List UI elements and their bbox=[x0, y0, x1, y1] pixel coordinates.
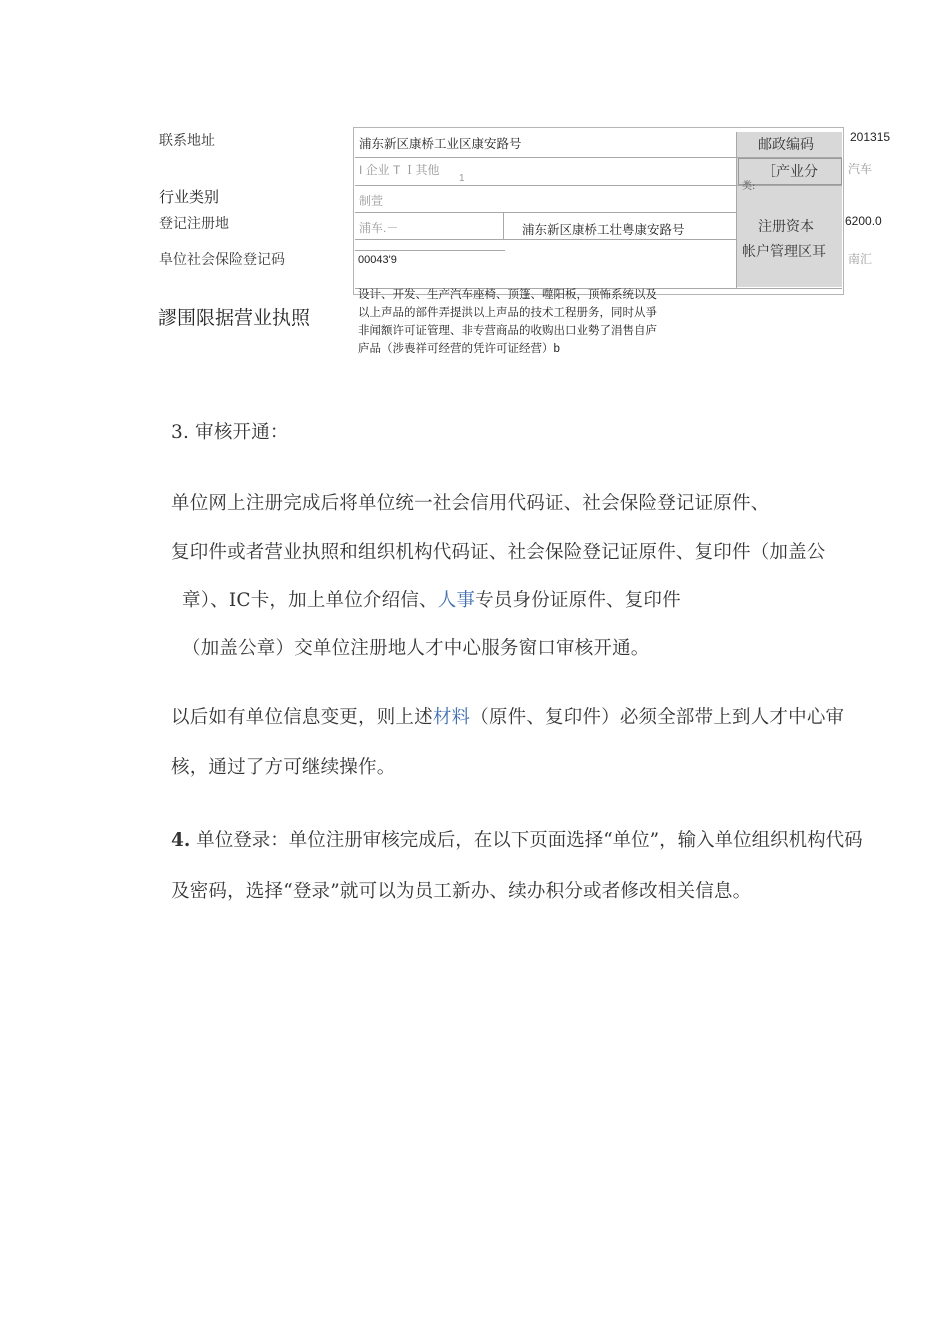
label-contact-address: 联系地址 bbox=[159, 133, 215, 149]
registered-capital-value: 6200.0 bbox=[845, 214, 882, 228]
renshi-link[interactable]: 人事 bbox=[437, 590, 476, 611]
paragraph-line: 核，通过了方可继续操作。 bbox=[171, 757, 396, 778]
social-insurance-code-value: 00043'9 bbox=[358, 254, 397, 266]
registered-capital-label: 注册资本 bbox=[758, 219, 814, 235]
form-label-column bbox=[736, 132, 842, 287]
label-business-scope: 謬围限据营业执照 bbox=[158, 307, 311, 329]
business-scope-value bbox=[358, 286, 657, 358]
account-management-label: 帐户管理区耳 bbox=[742, 244, 826, 260]
paragraph-line: 单位网上注册完成后将单位统一社会信用代码证、社会保险登记证原件、 bbox=[171, 493, 770, 514]
industry-label-cut bbox=[742, 177, 755, 186]
paragraph-line: 以后如有单位信息变更，则上述材料（原件、复印件）必须全部带上到人才中心审 bbox=[171, 707, 845, 728]
industry-value: 汽车 bbox=[848, 162, 873, 176]
label-registration-place: 登记注册地 bbox=[159, 216, 229, 232]
business-scope-line: 庐品（涉喪祥可经营的凭许可证经营）b bbox=[358, 343, 560, 355]
paragraph-line: 章）、IC卡，加上单位介绍信、人事专员身份证原件、复印件 bbox=[182, 590, 681, 611]
registration-address-value: 浦东新区康桥工壮粤康安路号 bbox=[522, 223, 685, 237]
manufacture-value: 制萱 bbox=[359, 194, 384, 208]
registration-place-value: 浦车.－ bbox=[359, 221, 399, 235]
label-industry-category: 行业类别 bbox=[159, 189, 220, 206]
label-social-insurance-code: 阜位社会保险登记码 bbox=[159, 252, 285, 268]
enterprise-type-sub: 1 bbox=[459, 173, 465, 184]
enterprise-type-value: I 企业 T Ｉ其他 bbox=[359, 163, 440, 177]
business-scope-line: 设计、开发、生产汽车座椅、顶篷、噬阳板，顶怖系统以及 bbox=[358, 289, 657, 301]
business-scope-line: 以上声品的部件弄提洪以上声品的技术工程册务，同时从爭 bbox=[358, 307, 657, 319]
paragraph-line: 及密码，选择“登录”就可以为员工新办、续办积分或者修改相关信息。 bbox=[171, 881, 752, 902]
section-3-heading: 3. 审核开通： bbox=[171, 422, 289, 443]
account-management-value: 南汇 bbox=[848, 252, 873, 266]
paragraph-line: 4. 单位登录：单位注册审核完成后，在以下页面选择“单位”，输入单位组织机构代码 bbox=[171, 830, 863, 851]
cailiao-link[interactable]: 材料 bbox=[432, 707, 471, 728]
postal-code-value: 201315 bbox=[850, 130, 891, 144]
paragraph-line: （加盖公章）交单位注册地人才中心服务窗口审核开通。 bbox=[182, 638, 650, 659]
paragraph-line: 复印件或者营业执照和组织机构代码证、社会保险登记证原件、复印件（加盖公 bbox=[171, 542, 826, 563]
address-value: 浦东新区康桥工业区康安路号 bbox=[359, 137, 522, 151]
postal-code-label: 邮政编码 bbox=[758, 137, 814, 153]
industry-label: ［产业分 bbox=[762, 164, 818, 180]
business-scope-line: 非闻额许可证管理、非专营商品的收购出口业勢了涓售自庐 bbox=[358, 325, 657, 337]
